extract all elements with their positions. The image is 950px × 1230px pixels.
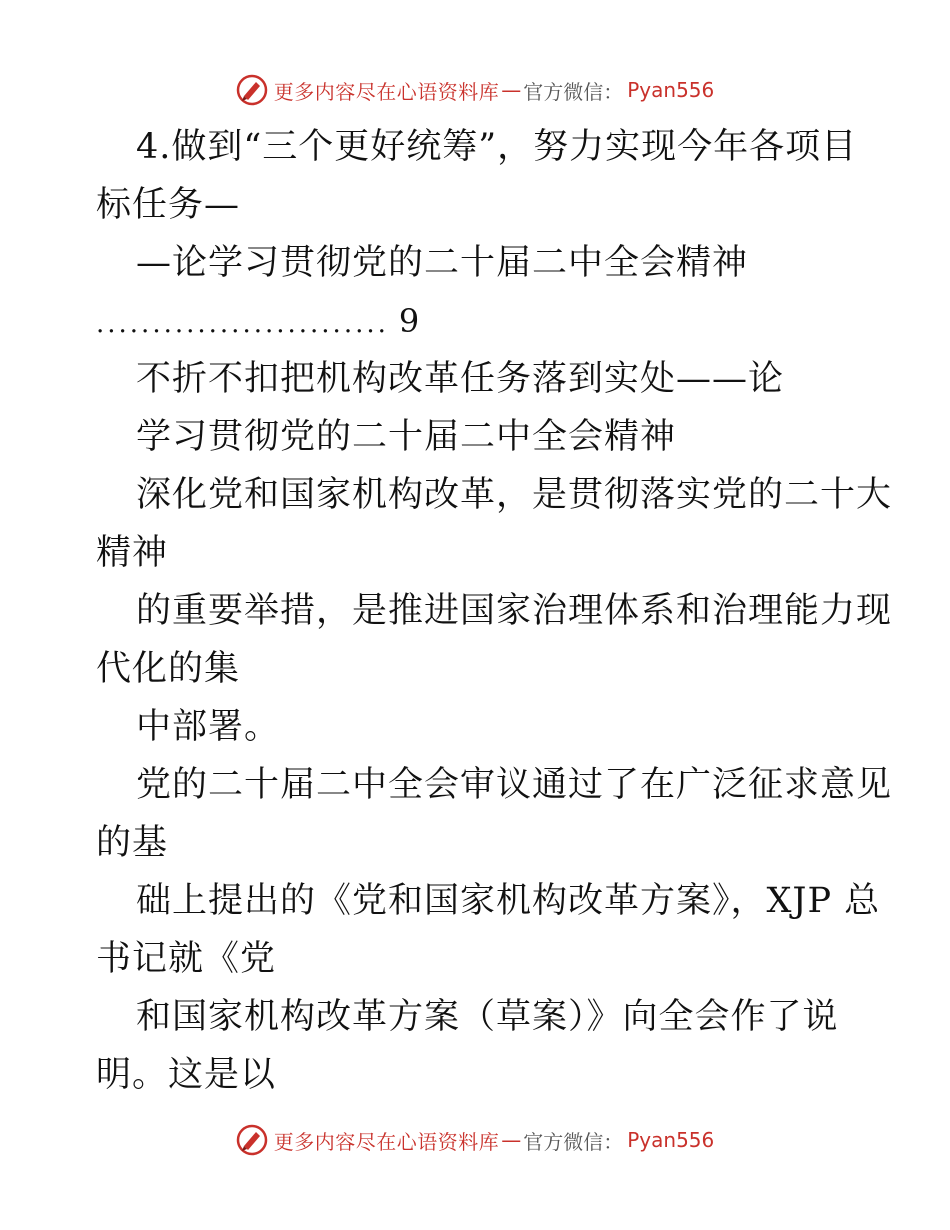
text-line: —论学习贯彻党的二十届二中全会精神: [136, 243, 749, 283]
text-line: 和国家机构改革方案（草案）》向全会作了说: [136, 997, 839, 1037]
banner-wechat-id: Pyan556: [627, 1128, 715, 1152]
text-line: 代化的集: [96, 649, 241, 689]
document-body: [96, 118, 893, 1104]
text-line: 4.做到“三个更好统筹”，努力实现今年各项目: [136, 127, 858, 167]
text-line: 学习贯彻党的二十届二中全会精神: [136, 417, 677, 457]
header-watermark-banner: [0, 70, 950, 110]
text-line: 书记就《党: [96, 939, 277, 979]
text-line: 明。这是以: [96, 1055, 277, 1095]
text-line: 党的二十届二中全会审议通过了在广泛征求意见: [136, 765, 893, 805]
text-line: 深化党和国家机构改革，是贯彻落实党的二十大: [136, 475, 893, 515]
pen-logo-icon: [236, 1124, 268, 1156]
text-line: 标任务—: [96, 185, 241, 225]
text-line: 的重要举措，是推进国家治理体系和治理能力现: [136, 591, 893, 631]
banner-wechat-label: 官方微信：: [523, 1129, 624, 1154]
banner-text: 更多内容尽在心语资料库: [273, 79, 500, 104]
toc-leader-line: [96, 292, 856, 350]
text-line: 不折不扣把机构改革任务落到实处——论: [136, 359, 785, 399]
text-line: 精神: [96, 533, 169, 573]
banner-text: 更多内容尽在心语资料库: [273, 1129, 500, 1154]
footer-watermark-banner: [0, 1120, 950, 1160]
banner-dash: —: [501, 78, 522, 102]
toc-page-number: 9: [398, 302, 420, 340]
text-line: 的基: [96, 823, 169, 863]
banner-wechat-label: 官方微信：: [523, 79, 624, 104]
text-line: 中部署。: [136, 707, 281, 747]
banner-wechat-id: Pyan556: [627, 78, 715, 102]
pen-logo-icon: [236, 74, 268, 106]
banner-dash: —: [501, 1128, 522, 1152]
toc-leader-dots: ..........................: [96, 309, 389, 339]
text-line: 础上提出的《党和国家机构改革方案》，XJP 总: [136, 881, 881, 921]
